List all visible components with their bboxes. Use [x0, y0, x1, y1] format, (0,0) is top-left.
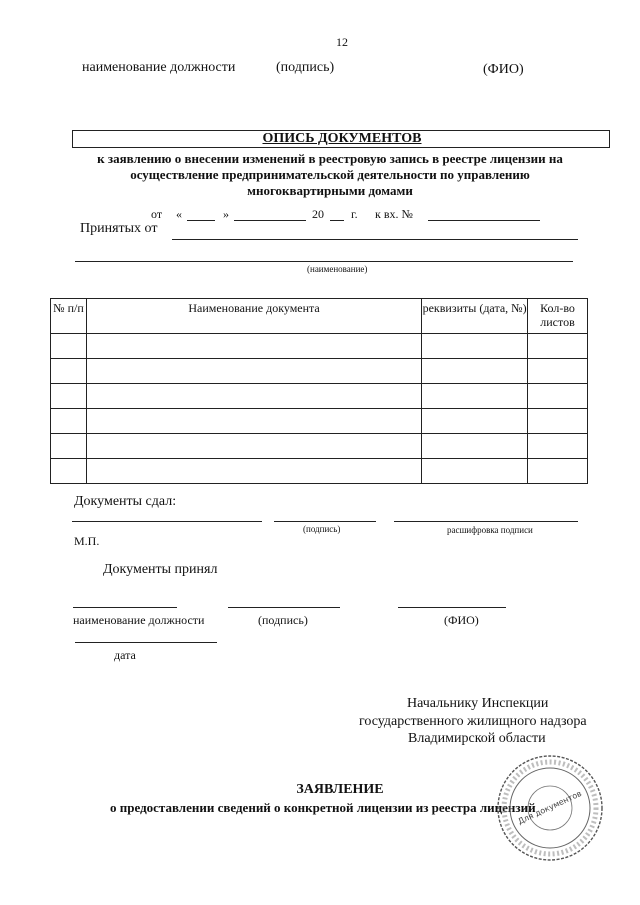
received-signature-field[interactable] — [228, 607, 340, 608]
submitted-label: Документы сдал: — [74, 494, 177, 509]
inventory-subtitle-line-1: к заявлению о внесении изменений в реестровую запись в реестре лицензии на — [97, 151, 563, 166]
accepted-from-label: Принятых от — [80, 221, 158, 236]
table-cell[interactable] — [528, 359, 588, 384]
table-cell[interactable] — [86, 409, 421, 434]
table-cell[interactable] — [422, 434, 528, 459]
table-cell[interactable] — [51, 334, 87, 359]
page-number: 12 — [336, 35, 348, 49]
documents-table — [50, 298, 588, 484]
stamp-center-text: Для документов — [516, 788, 584, 827]
table-cell[interactable] — [528, 409, 588, 434]
addressee-line-3: Владимирской области — [408, 731, 546, 746]
received-signature-caption: (подпись) — [258, 613, 308, 627]
submitted-signature-field[interactable] — [274, 521, 376, 522]
table-row — [51, 359, 588, 384]
table-cell[interactable] — [86, 334, 421, 359]
year-prefix: 20 — [312, 207, 324, 221]
organization-name-field[interactable] — [75, 261, 573, 262]
organization-name-caption: (наименование) — [307, 264, 368, 274]
top-position-caption: наименование должности — [82, 60, 236, 75]
table-cell[interactable] — [528, 384, 588, 409]
table-row — [51, 384, 588, 409]
accepted-from-field[interactable] — [172, 239, 578, 240]
table-cell[interactable] — [528, 434, 588, 459]
table-cell[interactable] — [422, 384, 528, 409]
table-cell[interactable] — [422, 334, 528, 359]
table-cell[interactable] — [51, 409, 87, 434]
header-number: № п/п — [51, 299, 87, 334]
table-row — [51, 434, 588, 459]
table-cell[interactable] — [86, 434, 421, 459]
table-cell[interactable] — [51, 434, 87, 459]
date-quote-close: » — [223, 207, 229, 221]
submitted-signature-caption: (подпись) — [303, 524, 341, 534]
table-row — [51, 459, 588, 484]
received-date-field[interactable] — [75, 642, 217, 643]
table-cell[interactable] — [51, 459, 87, 484]
official-stamp — [494, 752, 606, 864]
table-cell[interactable] — [86, 359, 421, 384]
seal-place-label: М.П. — [74, 534, 100, 548]
header-requisites: реквизиты (дата, №) — [422, 299, 528, 334]
table-header-row — [51, 299, 588, 334]
submitted-position-field[interactable] — [72, 521, 262, 522]
inventory-title: ОПИСЬ ДОКУМЕНТОВ — [262, 131, 422, 146]
date-quote-open: « — [176, 207, 182, 221]
incoming-number-label: к вх. № — [375, 207, 413, 221]
addressee-line-1: Начальнику Инспекции — [407, 696, 549, 711]
addressee-line-2: государственного жилищного надзора — [359, 714, 587, 729]
top-name-caption: (ФИО) — [483, 62, 524, 77]
top-signature-caption: (подпись) — [276, 60, 335, 75]
received-name-caption: (ФИО) — [444, 613, 479, 627]
submitted-decode-caption: расшифровка подписи — [447, 525, 533, 535]
received-label: Документы принял — [103, 562, 218, 577]
table-cell[interactable] — [422, 359, 528, 384]
table-row — [51, 334, 588, 359]
received-date-caption: дата — [114, 648, 136, 662]
year-field[interactable] — [330, 220, 344, 221]
table-cell[interactable] — [528, 459, 588, 484]
table-cell[interactable] — [86, 384, 421, 409]
table-cell[interactable] — [86, 459, 421, 484]
date-from-label: от — [151, 207, 163, 221]
incoming-number-field[interactable] — [428, 220, 540, 221]
received-name-field[interactable] — [398, 607, 506, 608]
received-position-caption: наименование должности — [73, 613, 205, 627]
application-title: ЗАЯВЛЕНИЕ — [296, 782, 384, 797]
header-sheet-count: Кол-во листов — [528, 299, 588, 334]
table-cell[interactable] — [51, 359, 87, 384]
submitted-decode-field[interactable] — [394, 521, 578, 522]
table-cell[interactable] — [422, 409, 528, 434]
application-subtitle: о предоставлении сведений о конкретной лицензии из реестра лицензий — [110, 800, 536, 815]
table-row — [51, 409, 588, 434]
received-position-field[interactable] — [73, 607, 177, 608]
table-cell[interactable] — [528, 334, 588, 359]
inventory-subtitle-line-2: осуществление предпринимательской деятельности по управлению — [130, 167, 530, 182]
month-field[interactable] — [234, 220, 306, 221]
header-document-name: Наименование документа — [86, 299, 421, 334]
year-suffix: г. — [351, 207, 358, 221]
day-field[interactable] — [187, 220, 215, 221]
inventory-subtitle-line-3: многоквартирными домами — [247, 183, 413, 198]
table-cell[interactable] — [422, 459, 528, 484]
table-cell[interactable] — [51, 384, 87, 409]
